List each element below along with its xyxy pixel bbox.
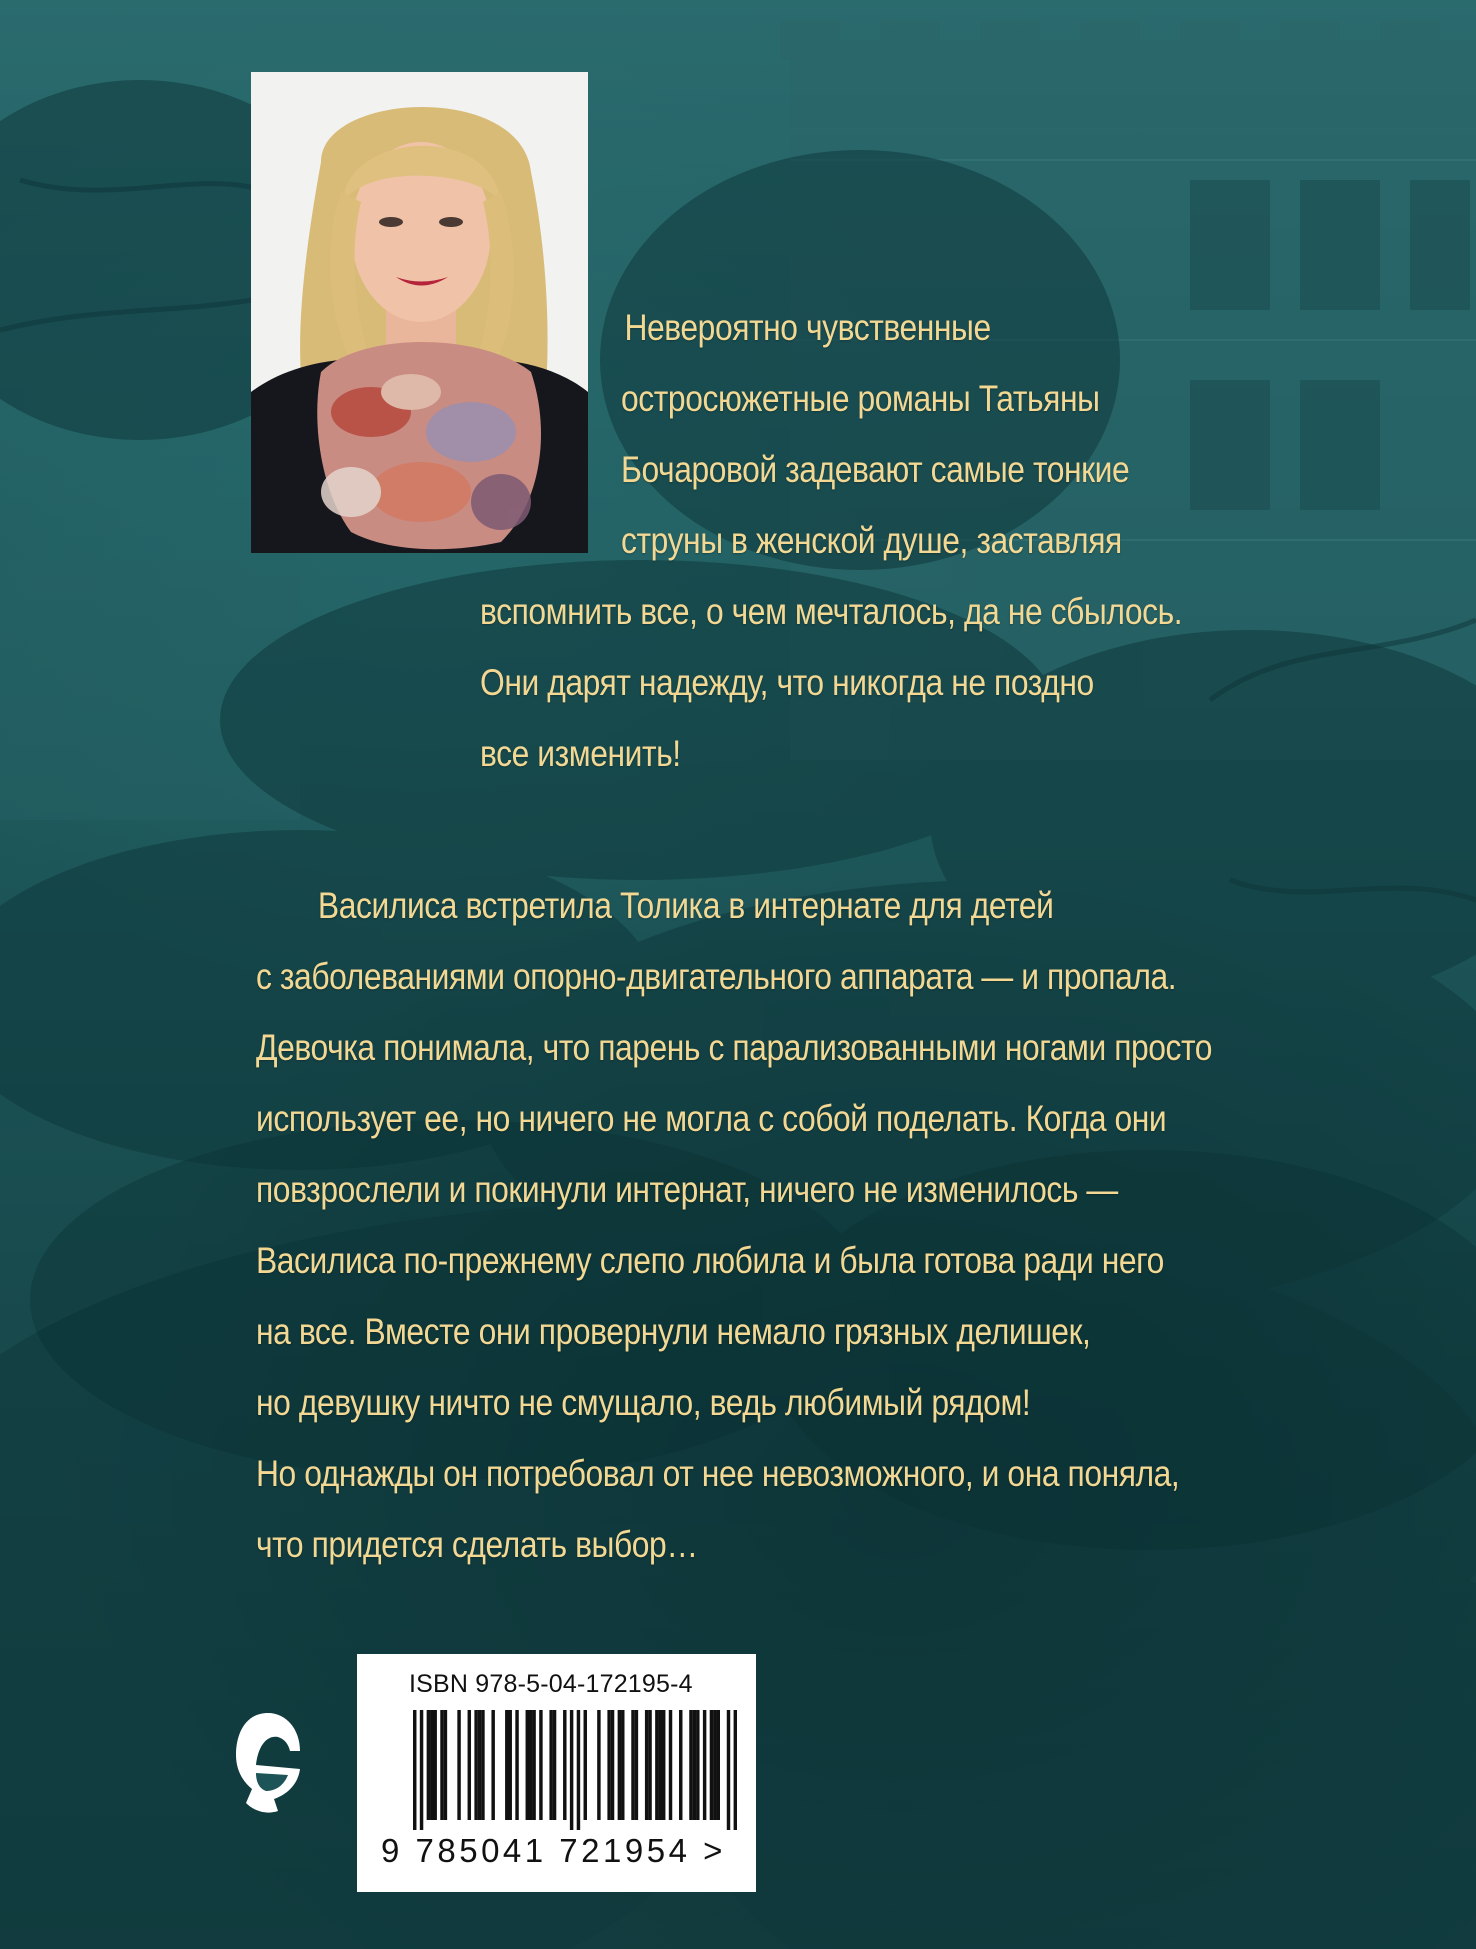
barcode-bar — [662, 1710, 665, 1820]
blurb-line: остросюжетные романы Татьяны — [621, 378, 1100, 419]
barcode-bar — [618, 1710, 621, 1820]
barcode-bar — [669, 1710, 672, 1820]
annotation-line: повзрослели и покинули интернат, ничего не изменилось — — [256, 1169, 1118, 1210]
barcode-bar — [655, 1710, 658, 1820]
annotation-line: но девушку ничто не смущало, ведь любимый рядом! — [256, 1382, 1031, 1423]
annotation-line: с заболеваниями опорно-двигательного аппарата — и пропала. — [256, 956, 1177, 997]
barcode-bar — [696, 1710, 699, 1820]
barcode-bar — [570, 1710, 573, 1830]
barcode-bar — [539, 1710, 542, 1820]
barcode-bar — [645, 1710, 648, 1820]
barcode-bar — [693, 1710, 696, 1820]
annotation-line: что придется сделать выбор… — [256, 1524, 698, 1565]
barcode-bar — [577, 1710, 580, 1830]
barcode-bar — [529, 1710, 532, 1820]
barcode-bar — [717, 1710, 720, 1820]
blurb-line: все изменить! — [480, 733, 681, 774]
barcode-bar — [427, 1710, 430, 1820]
eksmo-logo-icon — [232, 1707, 304, 1819]
barcode-bar — [433, 1710, 436, 1820]
annotation-line: Девочка понимала, что парень с парализованными ногами просто — [256, 1027, 1213, 1068]
barcode-bar — [430, 1710, 433, 1820]
barcode-bar — [648, 1710, 651, 1820]
barcode-bar — [474, 1710, 477, 1820]
barcode-bar — [413, 1710, 416, 1830]
barcode-bar — [734, 1710, 737, 1830]
annotation-line: Но однажды он потребовал от нее невозможного, и она поняла, — [256, 1453, 1180, 1494]
annotation-line: Василиса по-прежнему слепо любила и была готова ради него — [256, 1240, 1164, 1281]
barcode-bar — [584, 1710, 587, 1820]
barcode-bar — [597, 1710, 600, 1820]
barcode-bar — [631, 1710, 634, 1820]
barcode-bar — [532, 1710, 535, 1820]
ean-digits: 9 785041 721954 > — [381, 1832, 726, 1869]
barcode-bar — [713, 1710, 716, 1820]
blurb-line: Невероятно чувственные — [624, 307, 991, 348]
barcode-bar — [703, 1710, 706, 1820]
barcode-bar — [420, 1710, 423, 1830]
barcode-bar — [505, 1710, 508, 1820]
barcode-bar — [563, 1710, 566, 1820]
author-blurb — [480, 292, 1296, 789]
barcode-bar — [659, 1710, 662, 1820]
barcode-bar — [635, 1710, 638, 1820]
barcode-bar — [481, 1710, 484, 1820]
annotation-line: использует ее, но ничего не могла с собой поделать. Когда они — [256, 1098, 1167, 1139]
barcode-bar — [468, 1710, 471, 1820]
barcode-bar — [621, 1710, 624, 1820]
blurb-line: вспомнить все, о чем мечталось, да не сбылось. — [480, 591, 1183, 632]
blurb-line: Они дарят надежду, что никогда не поздно — [480, 662, 1094, 703]
barcode-bar — [457, 1710, 460, 1820]
barcode-bar — [727, 1710, 730, 1830]
barcode-bar — [710, 1710, 713, 1820]
blurb-line: струны в женской душе, заставляя — [621, 520, 1122, 561]
barcode-bar — [515, 1710, 518, 1820]
annotation-line: на все. Вместе они провернули немало грязных делишек, — [256, 1311, 1091, 1352]
barcode-bar — [508, 1710, 511, 1820]
barcode-bar — [607, 1710, 610, 1820]
barcode-bar — [611, 1710, 614, 1820]
barcode-bar — [679, 1710, 682, 1820]
annotation-line: Василиса встретила Толика в интернате для детей — [317, 885, 1054, 926]
barcode-bar — [440, 1710, 443, 1820]
blurb-line: Бочаровой задевают самые тонкие — [621, 449, 1130, 490]
book-annotation — [256, 870, 1368, 1580]
barcode-bar — [553, 1710, 556, 1820]
isbn-barcode — [357, 1654, 756, 1892]
isbn-label: ISBN 978-5-04-172195-4 — [409, 1670, 693, 1698]
barcode-bar — [478, 1710, 481, 1820]
barcode-bar — [549, 1710, 552, 1820]
barcode-bar — [689, 1710, 692, 1820]
barcode-bar — [491, 1710, 494, 1820]
barcode-bar — [526, 1710, 529, 1820]
barcode-bar — [444, 1710, 447, 1820]
barcode-bars — [413, 1710, 737, 1830]
